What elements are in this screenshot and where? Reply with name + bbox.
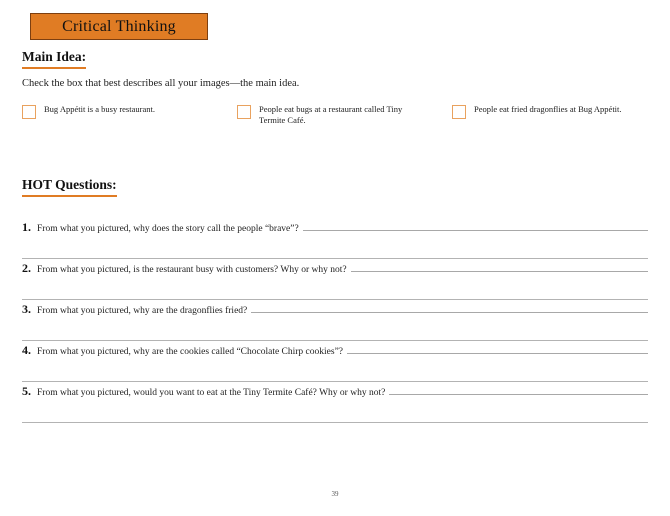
question-number: 3.: [22, 302, 31, 316]
question-3: [22, 302, 648, 343]
checkbox[interactable]: [22, 105, 36, 119]
answer-line: [22, 381, 648, 382]
question-number: 4.: [22, 343, 31, 357]
option-eat-bugs: [237, 104, 452, 150]
answer-line: [22, 258, 648, 259]
option-busy-restaurant: [22, 104, 237, 150]
question-number: 1.: [22, 220, 31, 234]
answer-line: [389, 385, 648, 395]
answer-line: [303, 221, 648, 231]
question-text: From what you pictured, why are the dragonflies fried?: [37, 306, 248, 316]
checkbox[interactable]: [452, 105, 466, 119]
question-number: 5.: [22, 384, 31, 398]
question-4: [22, 343, 648, 384]
option-fried-dragonflies: [452, 104, 648, 150]
answer-line: [347, 344, 648, 354]
answer-line: [22, 340, 648, 341]
option-label: People eat bugs at a restaurant called Tiny Termite Café.: [259, 104, 403, 126]
page-number: 39: [331, 490, 339, 498]
title-banner: [30, 13, 208, 40]
checkbox[interactable]: [237, 105, 251, 119]
option-label: People eat fried dragonflies at Bug Appétit.: [474, 104, 622, 114]
page-title: Critical Thinking: [62, 17, 176, 35]
question-number: 2.: [22, 261, 31, 275]
option-label: Bug Appétit is a busy restaurant.: [44, 104, 155, 114]
main-idea-instruction: Check the box that best describes all your images—the main idea.: [22, 78, 300, 89]
answer-line: [251, 303, 648, 313]
question-2: [22, 261, 648, 302]
question-text: From what you pictured, is the restaurant busy with customers? Why or why not?: [37, 265, 347, 275]
hot-questions-heading: HOT Questions:: [22, 177, 117, 197]
question-5: [22, 384, 648, 425]
answer-line: [351, 262, 648, 272]
question-1: [22, 220, 648, 261]
question-text: From what you pictured, why are the cookies called “Chocolate Chirp cookies”?: [37, 347, 344, 357]
answer-line: [22, 422, 648, 423]
answer-line: [22, 299, 648, 300]
questions-list: [22, 220, 648, 425]
main-idea-options: [22, 104, 648, 150]
question-text: From what you pictured, would you want to eat at the Tiny Termite Café? Why or why not?: [37, 388, 386, 398]
question-text: From what you pictured, why does the story call the people “brave”?: [37, 224, 299, 234]
main-idea-heading: Main Idea:: [22, 49, 86, 69]
